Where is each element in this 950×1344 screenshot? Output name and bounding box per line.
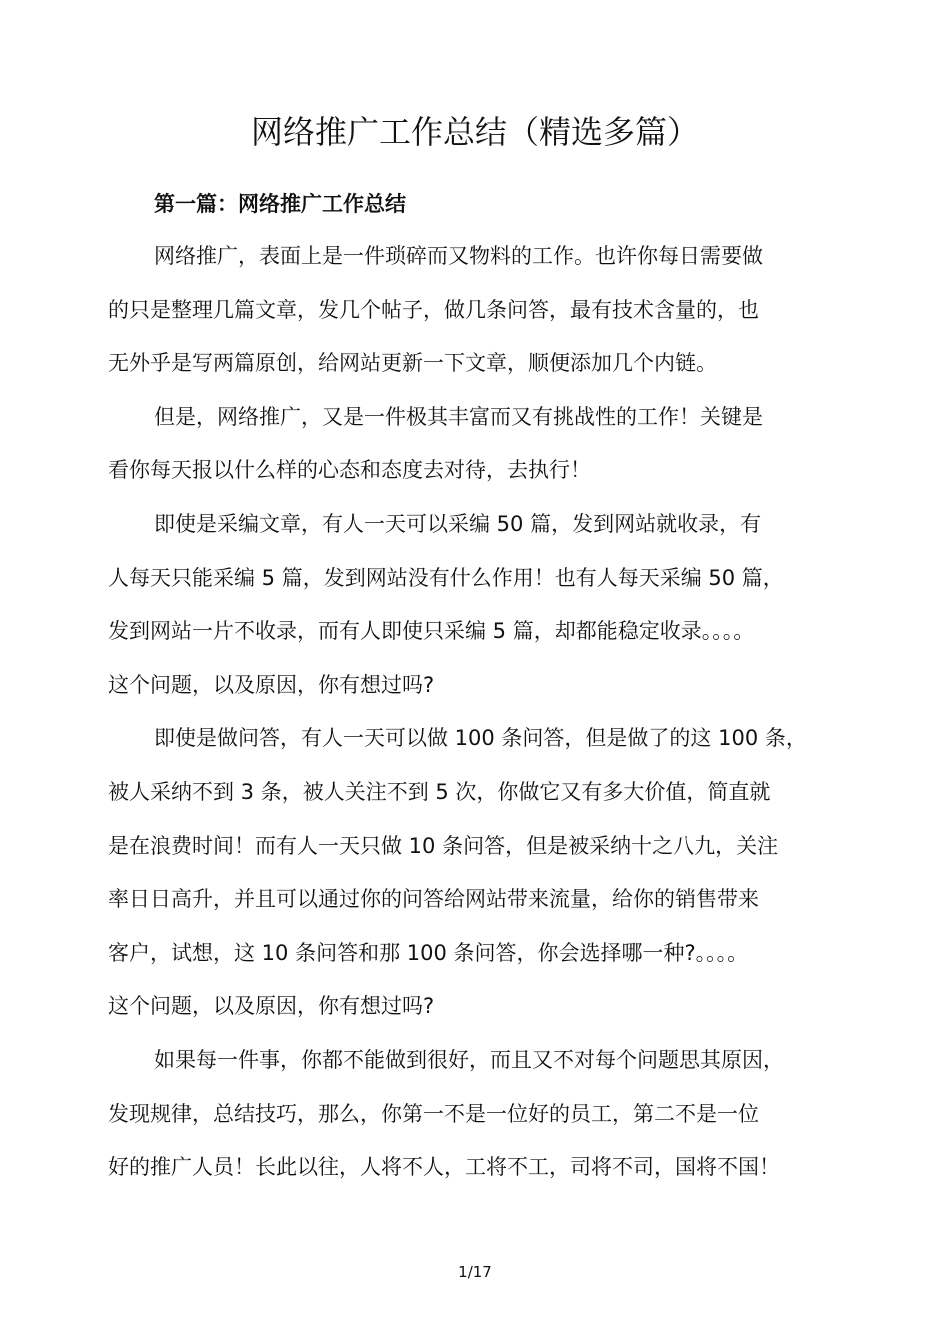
text-line: 看你每天报以什么样的心态和态度去对待，去执行！: [108, 458, 591, 483]
text-line: 即使是采编文章，有人一天可以采编 50 篇，发到网站就收录，有: [154, 511, 762, 536]
paragraph: [108, 391, 860, 498]
text-line: 发到网站一片不收录，而有人即使只采编 5 篇，却都能稳定收录。。。。: [108, 619, 755, 644]
text-line: 这个问题，以及原因，你有想过吗?: [108, 672, 435, 697]
text-line: 无外乎是写两篇原创，给网站更新一下文章，顺便添加几个内链。: [108, 351, 717, 376]
text-line: 被人采纳不到 3 条，被人关注不到 5 次，你做它又有多大价值，简直就: [108, 779, 771, 804]
page-number: 1/17: [458, 1263, 492, 1281]
paragraph: [108, 498, 860, 712]
text-line: 这个问题，以及原因，你有想过吗?: [108, 994, 435, 1019]
paragraph: [108, 1034, 860, 1195]
text-line: 发现规律，总结技巧，那么，你第一不是一位好的员工，第二不是一位: [108, 1101, 759, 1126]
document-title: 网络推广工作总结（精选多篇）: [250, 113, 699, 151]
text-line: 好的推广人员！长此以往，人将不人，工将不工，司将不司，国将不国！: [108, 1155, 780, 1180]
text-line: 但是，网络推广，又是一件极其丰富而又有挑战性的工作！关键是: [154, 404, 763, 429]
text-line: 的只是整理几篇文章，发几个帖子，做几条问答，最有技术含量的，也: [108, 297, 759, 322]
paragraph: [108, 230, 860, 391]
document-body: [108, 230, 860, 1195]
text-line: 如果每一件事，你都不能做到很好，而且又不对每个问题思其原因，: [154, 1047, 784, 1072]
text-line: 即使是做问答，有人一天可以做 100 条问答，但是做了的这 100 条，: [154, 726, 807, 751]
section-heading: 第一篇：网络推广工作总结: [154, 192, 406, 216]
text-line: 率日日高升，并且可以通过你的问答给网站带来流量，给你的销售带来: [108, 887, 759, 912]
paragraph: [108, 712, 860, 1034]
text-line: 客户，试想，这 10 条问答和那 100 条问答，你会选择哪一种?。。。。: [108, 940, 749, 965]
text-line: 人每天只能采编 5 篇，发到网站没有什么作用！也有人每天采编 50 篇，: [108, 565, 784, 590]
text-line: 网络推广，表面上是一件琐碎而又物料的工作。也许你每日需要做: [154, 244, 763, 268]
text-line: 是在浪费时间！而有人一天只做 10 条问答，但是被采纳十之八九，关注: [108, 833, 779, 858]
